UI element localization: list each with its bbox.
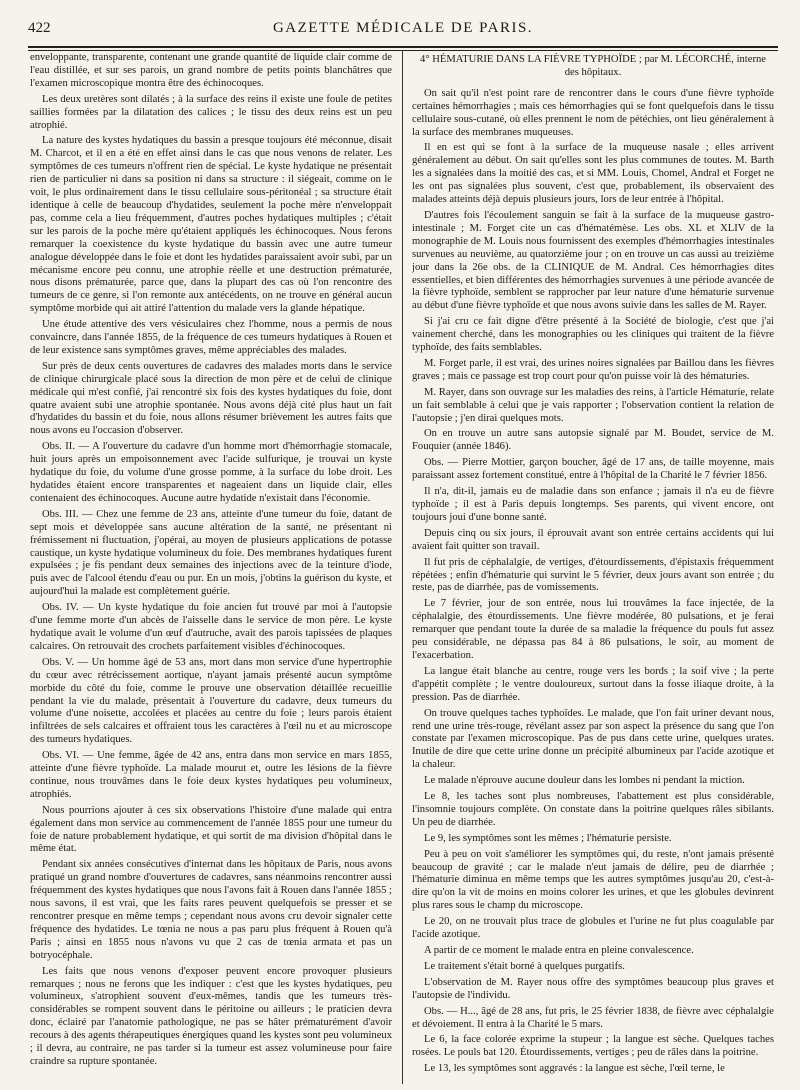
paragraph: Il en est qui se font à la surface de la muqueuse nasale ; elles arrivent généralement au début. On sait qu'elles sont les plus communes de toutes. M. Barth les a signalées dans la moitié des cas, et si MM. Louis, Chomel, Andral et Forget ne les ont pas signalées plus souvent, c'est que, probablement, ils observaient des malades atteints déjà depuis plusieurs jours, lors de leur entrée à l'hôpital. <box>412 142 774 206</box>
section-title <box>412 54 774 80</box>
paragraph: On en trouve un autre sans autopsie signalé par M. Boudet, service de M. Fouquier (année 1846). <box>412 428 774 453</box>
left-column <box>30 52 392 1082</box>
paragraph: Pendant six années consécutives d'internat dans les hôpitaux de Paris, nous avons pratiqué un grand nombre d'ouvertures de cadavres, sans néanmoins rencontrer aussi fréquemment des kystes hydatiques que nous l'avons fait à Rouen dans l'année 1855 ; nous savons, il est vrai, que les faits rares peuvent quelquefois se presser et se rencontrer presque en même temps ; cependant nous avons cru devoir signaler cette fréquence des hydatides. Le tœnia ne nous a pas paru plus fréquent à Rouen qu'à Paris ; ainsi en 1855 nous n'avons vu que 2 cas de tœnia armata et pas un botryocéphale. <box>30 859 392 961</box>
paragraph: Le 20, on ne trouvait plus trace de globules et l'urine ne fut plus coagulable par l'acide azotique. <box>412 916 774 941</box>
paragraph: Obs. III. — Chez une femme de 23 ans, atteinte d'une tumeur du foie, datant de sept mois et développée sans aucune altération de la santé, ne présentant ni frémissement ni fluctuation, j'opérai, au moyen de plusieurs applications de potasse caustique, un kyste hydatique volumineux du foie. Des membranes hydatiques furent expulsées ; je fis pendant deux semaines des injections avec de la teinture d'iode, puis avec de l'alcool étendu d'eau ou pur. En un mois, j'obtins la guérison du kyste, et aujourd'hui la malade est complètement guérie. <box>30 508 392 598</box>
paragraph: Obs. V. — Un homme âgé de 53 ans, mort dans mon service d'une hypertrophie du cœur avec rétrécissement aortique, n'ayant jamais présenté aucun symptôme morbide du côté du foie, comme le prouve une observation détaillée recueillie pendant la vie du malade, présentait à l'ouverture du cadavre, deux tumeurs du volume d'une noisette, accolées et placées au centre du foie ; leurs parois étaient infiltrées de sels calcaires et offraient tous les caractères à l'œil nu et au microscope des tumeurs hydatiques. <box>30 656 392 746</box>
paragraph: On sait qu'il n'est point rare de rencontrer dans le cours d'une fièvre typhoïde certaines hémorrhagies ; mais ces hémorrhagies qui se font quelquefois dans le tissu cellulaire sous-cutané, où elles prennent le nom de pétéchies, ont lieu généralement à la surface des membranes muqueuses. <box>412 87 774 138</box>
paragraph: Le traitement s'était borné à quelques purgatifs. <box>424 960 625 972</box>
paragraph: Le 13, les symptômes sont aggravés : la langue est sèche, l'œil terne, le <box>424 1063 725 1075</box>
paragraph: Sur près de deux cents ouvertures de cadavres des malades morts dans le service de clinique chirurgicale placé sous la direction de mon père et de celui de clinique médicale qui m'est confié, j'ai rencontré six fois des kystes hydatiques du foie, dont quatre avaient subi une atrophie spontanée. Nous avons déjà cité plus haut un fait d'hydatides du bassin et du foie, nous allons résumer brièvement les autres faits que nous avons eu l'occasion d'observer. <box>30 360 392 437</box>
paragraph: Depuis cinq ou six jours, il éprouvait avant son entrée certains accidents qui lui avaient fait quitter son travail. <box>412 527 774 552</box>
journal-title: GAZETTE MÉDICALE DE PARIS. <box>272 20 534 36</box>
header-rule <box>28 50 778 51</box>
paragraph: Les faits que nous venons d'exposer peuvent encore provoquer plusieurs remarques ; nous ne ferons que les indiquer : c'est que les kystes hydatiques, peu volumineux, s'atrophient souvent d'eux-mêmes, tandis que les tumeurs très-considérables se rompent souvent dans le péritoine ou ailleurs ; le praticien devra donc, éclairé par l'anatomie pathologique, ne pas se hâter prématurément d'avoir recours à des agents thérapeutiques énergiques quand les kystes sont peu volumineux ; il devra, au contraire, ne pas tarder si la tumeur est assez volumineuse pour faire craindre sa rupture spontanée. <box>30 965 392 1067</box>
paragraph: Le 6, la face colorée exprime la stupeur ; la langue est sèche. Quelques taches rosées. Le pouls bat 120. Étourdissements, vertiges ; peu de râles dans la poitrine. <box>412 1034 774 1059</box>
paragraph: On trouve quelques taches typhoïdes. Le malade, que l'on fait uriner devant nous, rend une urine très-rouge, révélant assez par son aspect la présence du sang que l'on constate par l'examen microscopique. Pas de pus dans cette urine, quelques urates. Inutile de dire que cette urine donne un précipité albumineux par l'acide azotique et la chaleur. <box>412 707 774 771</box>
column-divider <box>402 50 403 1084</box>
paragraph: Obs. — H..., âgé de 28 ans, fut pris, le 25 février 1838, de fièvre avec céphalalgie et dévoiement. Il entra à la Charité le 5 mars. <box>412 1005 774 1030</box>
paragraph: Les deux uretères sont dilatés ; à la surface des reins il existe une foule de petites saillies formées par la dilatation des calices ; le tissu des deux reins est un peu atrophié. <box>30 93 392 131</box>
paragraph: enveloppante, transparente, contenant une grande quantité de liquide clair comme de l'eau distillée, et sur ses parois, un grand nombre de petits points blanchâtres que l'examen microscopique montra être des échinocoques. <box>30 52 392 89</box>
paragraph: Obs. — Pierre Mottier, garçon boucher, âgé de 17 ans, de taille moyenne, mais paraissant assez fortement constitué, entre à l'hôpital de la Charité le 7 février 1856. <box>412 457 774 482</box>
paragraph: Si j'ai cru ce fait digne d'être présenté à la Société de biologie, c'est que j'ai vainement cherché, dans les monographies ou les cliniques qui traitent de la fièvre typhoïde, des faits semblables. <box>412 316 774 354</box>
paragraph: Obs. VI. — Une femme, âgée de 42 ans, entra dans mon service en mars 1855, atteinte d'une fièvre typhoïde. La malade mourut et, outre les lésions de la fièvre continue, nous trouvâmes dans le foie deux kystes hydatiques peu volumineux, atrophiés. <box>30 750 392 800</box>
paragraph: Le malade n'éprouve aucune douleur dans les lombes ni pendant la miction. <box>424 775 745 787</box>
paragraph: M. Forget parle, il est vrai, des urines noires signalées par Baillou dans les fièvres graves ; mais ce passage est trop court pour qu'on puisse voir là des hématuries. <box>412 357 774 382</box>
page-header <box>28 16 778 48</box>
paragraph: Nous pourrions ajouter à ces six observations l'histoire d'une malade qui entra également dans mon service au commencement de l'année 1855 pour une tumeur du foie de nature probablement hydatique, et qui sortit de ma division d'hôpital dans le même état. <box>30 804 392 855</box>
paragraph: Il fut pris de céphalalgie, de vertiges, d'étourdissements, d'épistaxis fréquemment répétées ; enfin d'hématurie qui survint le 5 février, deux jours avant son entrée ; du reste, pas de diarrhée, pas de vomissements. <box>412 556 774 594</box>
paragraph: Obs. II. — A l'ouverture du cadavre d'un homme mort d'hémorrhagie stomacale, huit jours après un empoisonnement avec l'acide sulfurique, je trouvai un kyste hydatique du foie, du volume d'une grosse pomme, à la surface du lobe droit. Les hydatides étaient encore transparentes et nageaient dans un liquide clair, elles contenaient des échinocoques. Aucune autre hydatide n'existait dans l'économie. <box>30 441 392 504</box>
paragraph: Obs. IV. — Un kyste hydatique du foie ancien fut trouvé par moi à l'autopsie d'une femme morte d'un abcès de l'aisselle dans le service de mon père. Le kyste hydatique avait le volume d'un œuf d'autruche, avait des parois tapissées de plaques calcaires. On retrouvait des crochets parfaitement visibles d'échinocoques. <box>30 602 392 652</box>
paragraph: La langue était blanche au centre, rouge vers les bords ; la soif vive ; la perte d'appétit complète ; le ventre douloureux, surtout dans la fosse iliaque droite, à la pression. Pas de diarrhée. <box>412 665 774 703</box>
paragraph: A partir de ce moment le malade entra en pleine convalescence. <box>424 945 694 956</box>
paragraph: La nature des kystes hydatiques du bassin a presque toujours été méconnue, disait M. Charcot, et il en a été en effet ainsi dans le cas que nous venons de relater. Les symptômes de ces tumeurs n'offrent rien de spécial. Le kyste hydatique ne présentait rien de particulier ni dans sa position ni dans sa structure : il siégeait, comme on le voit, le plus ordinairement dans le tissu cellulaire sous-péritonéal ; sa structure était identique à celle de beaucoup d'hydatides, seulement la poche mère n'enveloppait pas, comme cela a lieu fréquemment, d'autres poches hydatiques multiples ; c'était sur les parois de la poche mère qu'étaient appliqués les échinocoques. Nous ferons remarquer la coexistence du kyste hydatique du bassin avec une autre tumeur analogue développée dans le foie et dont les hydatides paraissaient avoir subi, par un mécanisme encore peu connu, une atrophie réelle et une destruction prématurée, nous disons prématurée, parce que, dans la plupart des cas où l'on rencontre des tumeurs de ce genre, si l'on remonte aux antécédents, on ne trouve en général aucun symptôme morbide qui ait attiré l'attention du malade vers la glande hépatique. <box>30 135 392 315</box>
section-title-line: des hôpitaux. <box>564 66 622 78</box>
page-number: 422 <box>28 20 51 36</box>
paragraph: L'observation de M. Rayer nous offre des symptômes beaucoup plus graves et l'autopsie de l'individu. <box>412 976 774 1001</box>
paragraph: Le 7 février, jour de son entrée, nous lui trouvâmes la face injectée, de la céphalalgie, des étourdissements. Une fièvre modérée, 80 pulsations, et je ferai remarquer que pendant toute la durée de sa maladie la fréquence du pouls fut assez peu considérable, ne dépassa pas 84 à 86 pulsations, le soir, au moment de l'exacerbation. <box>412 598 774 661</box>
paragraph: Une étude attentive des vers vésiculaires chez l'homme, nous a permis de nous convaincre, dans l'année 1855, de la fréquence de ces tumeurs hydatiques à Rouen et de leur existence sans symptômes graves, même appréciables des malades. <box>30 319 392 356</box>
paragraph: Peu à peu on voit s'améliorer les symptômes qui, du reste, n'ont jamais présenté beaucoup de gravité ; car le malade n'eut jamais de délire, peu de diarrhée ; l'hématurie diminua en même temps que les autres symptômes jusqu'au 20, c'est-à-dire qu'on la vit de moins en moins colorer les urines, et que les globules devinrent plus rares sous le champ du microscope. <box>412 848 774 912</box>
paragraph: D'autres fois l'écoulement sanguin se fait à la surface de la muqueuse gastro-intestinale ; M. Forget cite un cas d'hématémèse. Les obs. XL et XLIV de la monographie de M. Louis nous fournissent des exemples d'hémorrhagies intestinales survenues au neuvième, au quatorzième jour ; on en trouve un cas aussi au treizième jour dans la 26e obs. de la CLINIQUE de M. Andral. Ces hémorrhagies dites essentielles, et bien différentes des hémorrhagies survenues à une période avancée de la fièvre typhoïde, semblent se rapprocher par leur nature d'une hématurie survenue au début d'une fièvre typhoïde et que nous avons suivie dans les salles de M. Rayer. <box>412 209 774 312</box>
paragraph: Le 8, les taches sont plus nombreuses, l'abattement est plus considérable, l'insomnie toujours complète. On constate dans la poitrine quelques râles sibilants. Un peu de diarrhée. <box>412 791 774 828</box>
paragraph: Il n'a, dit-il, jamais eu de maladie dans son enfance ; jamais il n'a eu de fièvre typhoïde ; il est à Paris depuis longtemps. Ses parents, qui vivent encore, ont toujours joui d'une bonne santé. <box>412 486 774 523</box>
paragraph: M. Rayer, dans son ouvrage sur les maladies des reins, à l'article Hématurie, relate un fait semblable à celui que je vais rapporter ; l'observation contient la relation de l'autopsie ; j'en dirai quelques mots. <box>412 386 774 424</box>
paragraph: Le 9, les symptômes sont les mêmes ; l'hématurie persiste. <box>424 832 672 844</box>
section-title-line: 4° HÉMATURIE DANS LA FIÈVRE TYPHOÏDE ; par M. LÉCORCHÉ, interne <box>420 54 766 65</box>
right-column <box>412 52 774 1082</box>
